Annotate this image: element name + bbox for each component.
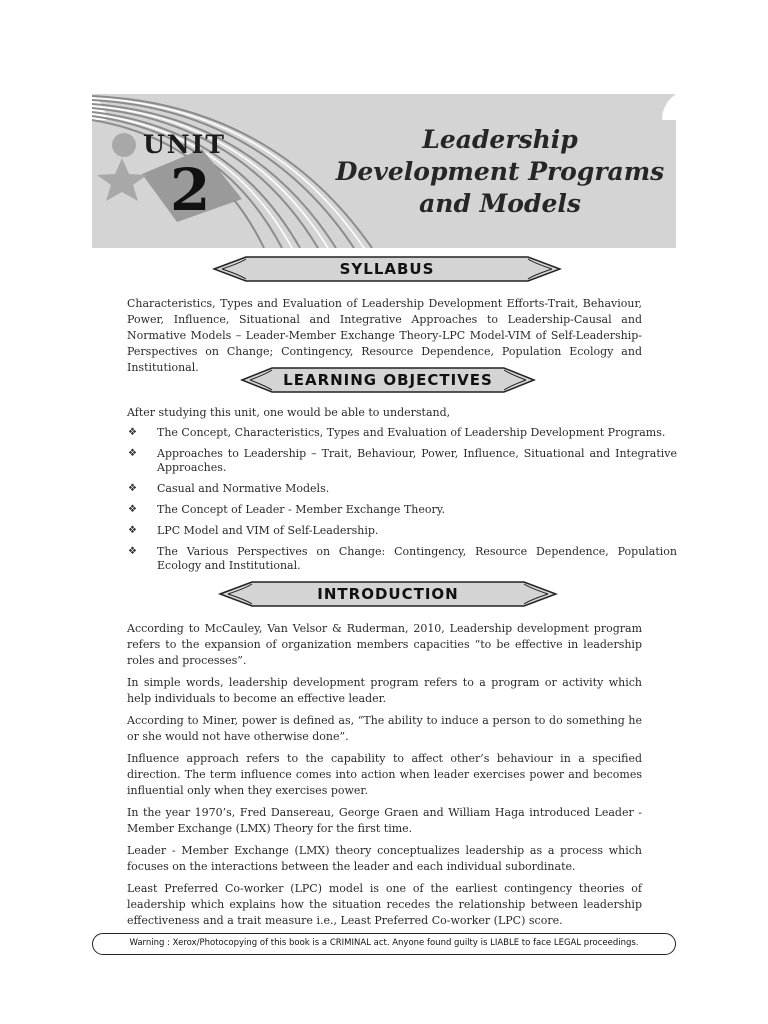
unit-number: 2 [170,156,211,224]
diamond-bullet-icon: ❖ [128,546,137,557]
introduction-header [218,580,558,608]
syllabus-text: Characteristics, Types and Evaluation of Leadership Development Efforts-Trait, Behaviour, Power, Influence, Situational and Integrative Approaches to Leadership-Causal and Normative Models – Leader-Member Exchange Theory-LPC Model-VIM of Self-Leadership-Perspectives on Change; Contingency, Resource Dependence, Population Ecology and Institutional. [127,297,642,374]
diamond-bullet-icon: ❖ [128,504,137,515]
unit-title-line-2: Development Programs [335,157,665,186]
list-item: ❖ Approaches to Leadership – Trait, Behaviour, Power, Influence, Situational and Integrative Approaches. [128,447,677,474]
objectives-header [240,366,536,394]
syllabus-heading: SYLLABUS [339,260,435,278]
unit-title-line-3: and Models [419,189,581,218]
intro-paragraph: Influence approach refers to the capability to affect other’s behaviour in a specified direction. The term influence comes into action when leader exercises power and becomes influential only when they exercises power. [127,752,642,797]
introduction-body [127,621,642,935]
copyright-warning: Warning : Xerox/Photocopying of this book is a CRIMINAL act. Anyone found guilty is LIABLE to face LEGAL proceedings. [92,933,676,955]
intro-paragraph: In simple words, leadership development program refers to a program or activity which help individuals to become an effective leader. [127,676,642,705]
unit-label: UNIT [143,130,226,159]
list-item: ❖ The Concept, Characteristics, Types and Evaluation of Leadership Development Programs. [128,426,666,439]
list-item: ❖ LPC Model and VIM of Self-Leadership. [128,524,379,537]
syllabus-header [212,255,562,283]
diamond-bullet-icon: ❖ [128,525,137,536]
diamond-bullet-icon: ❖ [128,483,137,494]
objectives-heading: LEARNING OBJECTIVES [283,371,493,389]
unit-title [318,124,682,220]
intro-paragraph: According to Miner, power is defined as, “The ability to induce a person to do something he or she would not have otherwise done”. [127,714,642,743]
list-item: ❖ The Various Perspectives on Change: Contingency, Resource Dependence, Population Ecology and Institutional. [128,545,677,572]
unit-title-line-1: Leadership [422,125,578,154]
list-item: ❖ Casual and Normative Models. [128,482,330,495]
objectives-intro: After studying this unit, one would be able to understand, [127,406,451,419]
objectives-list [127,426,677,580]
intro-paragraph: According to McCauley, Van Velsor & Ruderman, 2010, Leadership development program refers to the expansion of organization members capacities “to be effective in leadership roles and processes”. [127,622,642,667]
diamond-bullet-icon: ❖ [128,427,137,438]
intro-paragraph: Least Preferred Co-worker (LPC) model is one of the earliest contingency theories of leadership which explains how the situation recedes the relationship between leadership effectiveness and a trait measure i.e., Least Preferred Co-worker (LPC) score. [127,882,642,927]
intro-paragraph: Leader - Member Exchange (LMX) theory conceptualizes leadership as a process which focuses on the interactions between the leader and each individual subordinate. [127,844,642,873]
list-item: ❖ The Concept of Leader - Member Exchange Theory. [128,503,446,516]
diamond-bullet-icon: ❖ [128,448,137,459]
intro-paragraph: In the year 1970’s, Fred Dansereau, George Graen and William Haga introduced Leader - Member Exchange (LMX) Theory for the first time. [127,806,642,835]
introduction-heading: INTRODUCTION [317,585,459,603]
